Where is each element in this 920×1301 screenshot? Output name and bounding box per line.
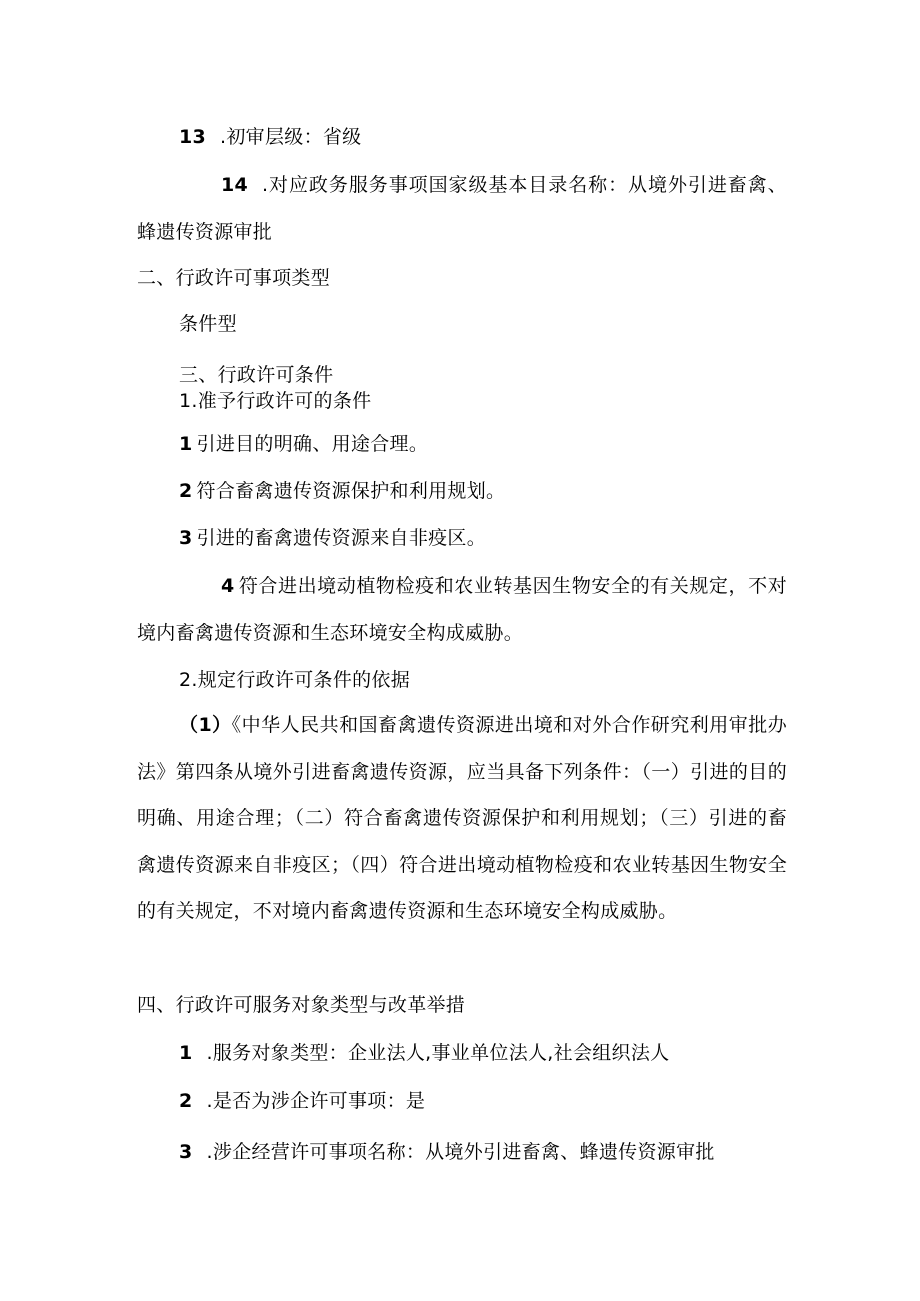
section-3-sub1: 1.准予行政许可的条件 [179,390,372,412]
section-2-type: 条件型 [179,313,237,335]
condition-4-number: 4 [221,575,235,597]
item-14-text: .对应政务服务事项国家级基本目录名称：从境外引进畜禽、蜂遗传资源审批 [137,174,787,243]
section-4-heading: 四、行政许可服务对象类型与改革举措 [137,994,466,1016]
condition-2-number: 2 [179,480,193,502]
section-4-item-1-number: 1 [179,1042,193,1064]
section-3-heading: 三、行政许可条件 [179,364,334,386]
section-2-heading: 二、行政许可事项类型 [137,267,331,289]
section-4-item-1-text: .服务对象类型：企业法人,事业单位法人,社会组织法人 [206,1042,670,1064]
item-13-number: 13 [179,126,207,148]
condition-4 [137,563,787,656]
basis-paragraph [137,702,787,935]
condition-1 [179,432,428,456]
section-3-sub2: 2.规定行政许可条件的依据 [179,669,411,691]
basis-text: 《中华人民共和国畜禽遗传资源进出境和对外合作研究利用审批办法》第四条从境外引进畜禽遗传资源，应当具备下列条件：（一）引进的目的明确、用途合理；（二）符合畜禽遗传资源保护和利用规划；（三）引进的畜禽遗传资源来自非疫区；（四）符合进出境动植物检疫和农业转基因生物安全的有关规定，不对境内畜禽遗传资源和生态环境安全构成威胁。 [137,714,787,922]
item-13-text: .初审层级：省级 [220,126,362,148]
section-4-item-3-number: 3 [179,1141,193,1163]
section-4-item-2-number: 2 [179,1090,193,1112]
condition-1-text: 引进目的明确、用途合理。 [196,433,429,455]
section-4-item-2 [179,1089,425,1113]
section-4-item-2-text: .是否为涉企许可事项：是 [206,1090,426,1112]
condition-1-number: 1 [179,433,193,455]
section-4-item-1 [179,1041,669,1065]
item-13 [179,125,362,149]
condition-3 [179,526,486,550]
condition-3-text: 引进的畜禽遗传资源来自非疫区。 [196,527,487,549]
basis-number: （1） [179,714,232,736]
section-4-item-3 [179,1140,715,1164]
condition-2 [179,479,505,503]
section-4-item-3-text: .涉企经营许可事项名称：从境外引进畜禽、蜂遗传资源审批 [206,1141,715,1163]
item-14-number: 14 [221,174,249,196]
condition-2-text: 符合畜禽遗传资源保护和利用规划。 [196,480,506,502]
condition-3-number: 3 [179,527,193,549]
condition-4-text: 符合进出境动植物检疫和农业转基因生物安全的有关规定，不对境内畜禽遗传资源和生态环境安全构成威胁。 [137,575,787,644]
item-14 [137,162,787,255]
